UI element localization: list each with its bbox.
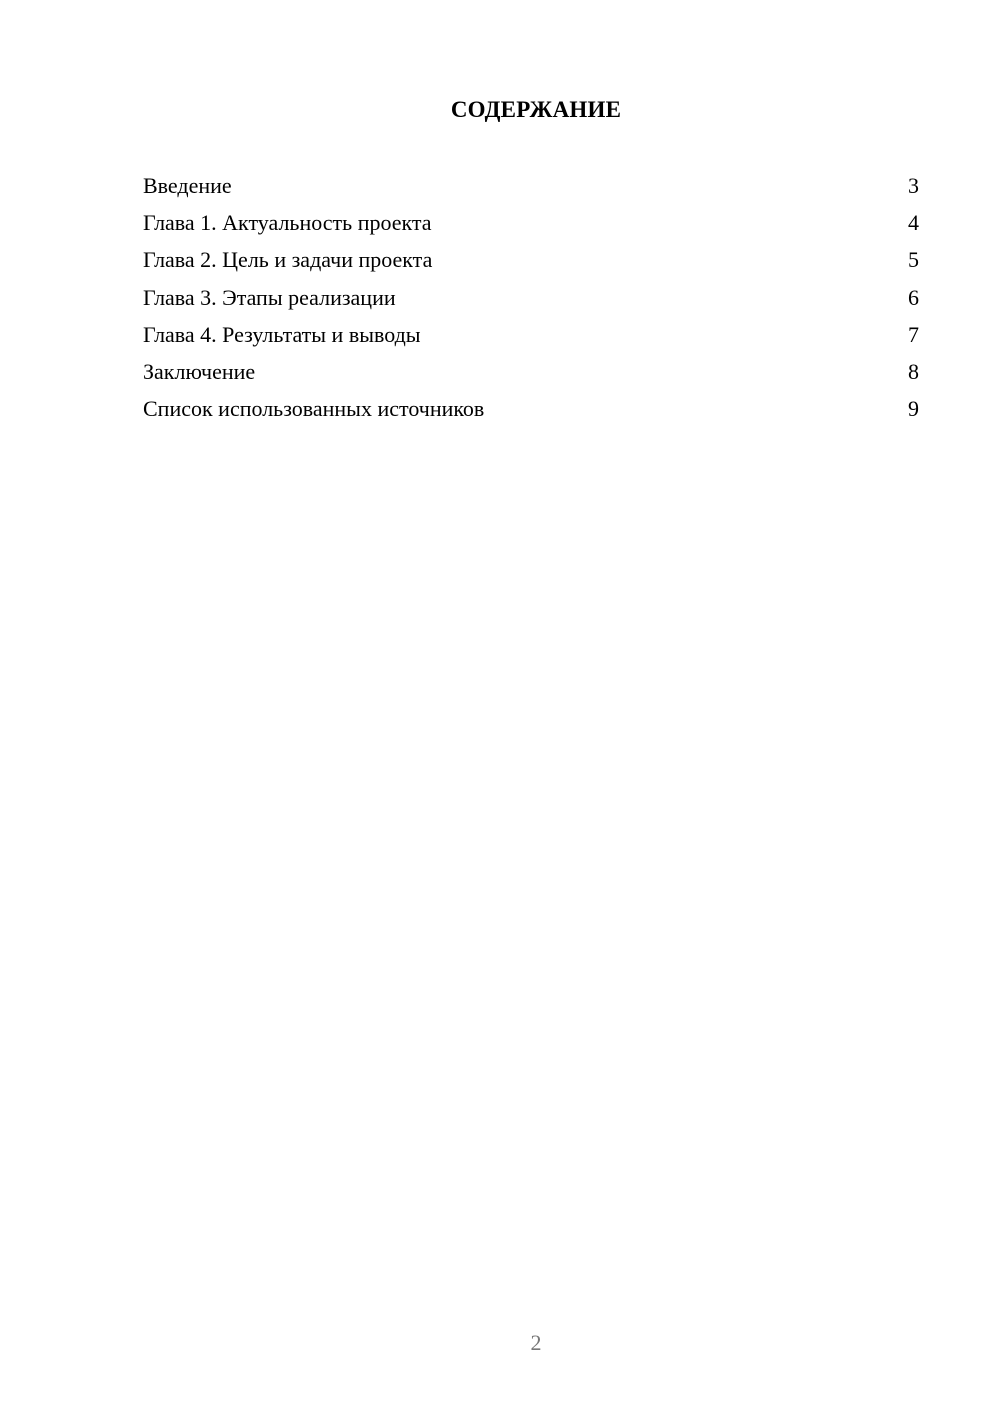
toc-entry-introduction[interactable]: [143, 167, 919, 204]
toc-entry-label: Глава 1. Актуальность проекта: [143, 210, 432, 236]
toc-entry-label: Глава 2. Цель и задачи проекта: [143, 247, 433, 273]
toc-entry-chapter-3[interactable]: [143, 279, 919, 316]
toc-entry-page: 9: [908, 396, 919, 422]
page-number: 2: [530, 1330, 542, 1355]
toc-entry-label: Глава 4. Результаты и выводы: [143, 321, 421, 347]
toc-entry-label: Список использованных источников: [143, 396, 485, 422]
toc-entry-label: Введение: [143, 173, 232, 198]
table-of-contents: [143, 167, 919, 427]
toc-entry-chapter-2[interactable]: [143, 241, 919, 278]
page-title: СОДЕРЖАНИЕ: [450, 97, 622, 122]
toc-entry-page: 8: [908, 358, 919, 384]
toc-entry-references[interactable]: [143, 390, 919, 427]
toc-entry-page: 5: [908, 247, 919, 273]
toc-entry-page: 7: [908, 321, 919, 347]
toc-entry-chapter-1[interactable]: [143, 204, 919, 241]
toc-entry-label: Заключение: [143, 358, 256, 384]
toc-entry-page: 4: [908, 210, 919, 236]
toc-entry-conclusion[interactable]: [143, 353, 919, 390]
toc-entry-page: 3: [908, 173, 919, 198]
toc-entry-chapter-4[interactable]: [143, 316, 919, 353]
toc-entry-label: Глава 3. Этапы реализации: [143, 284, 396, 310]
toc-entry-page: 6: [908, 284, 919, 310]
